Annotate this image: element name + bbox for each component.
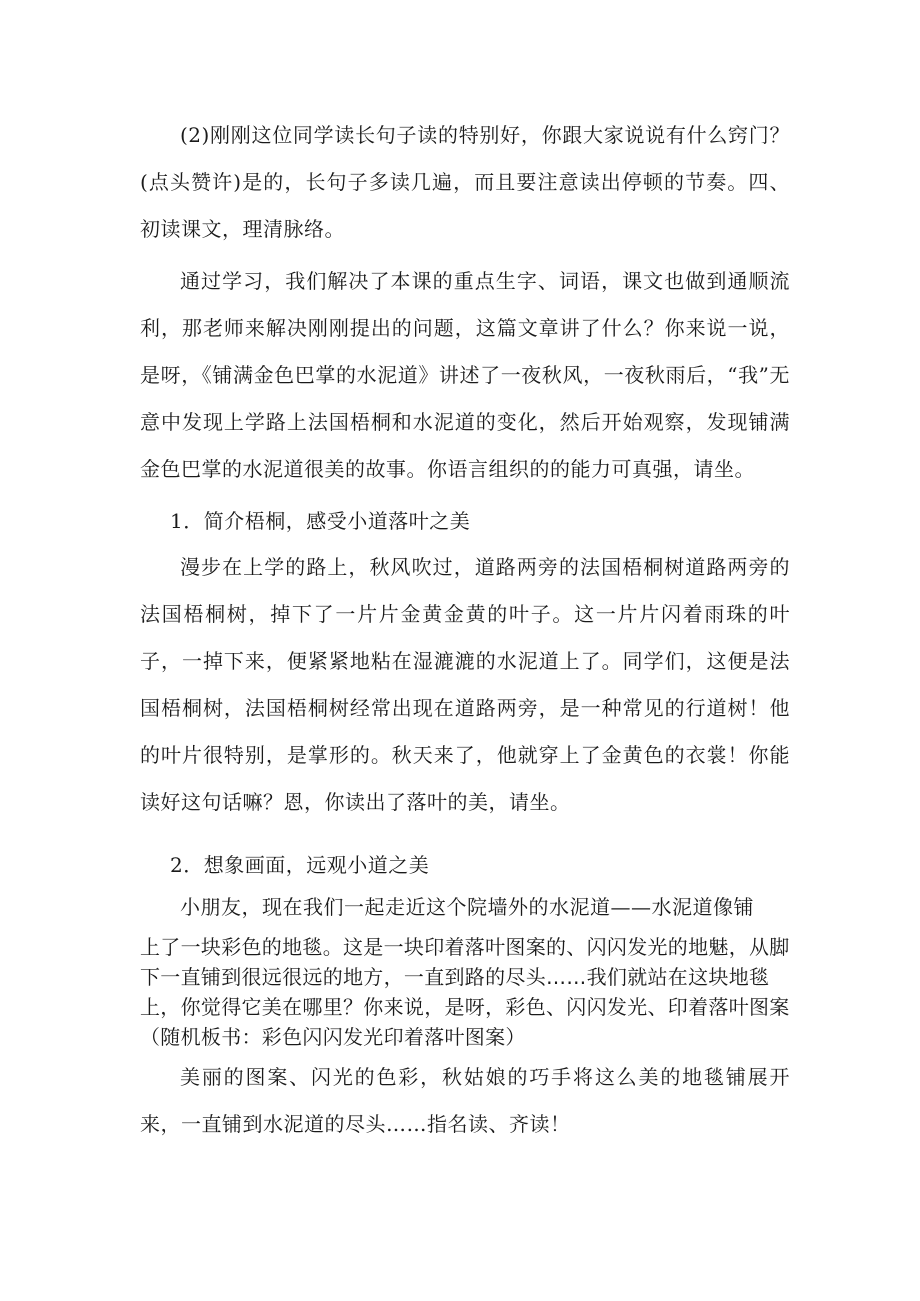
paragraph-reading-aloud: 美丽的图案、闪光的色彩，秋姑娘的巧手将这么美的地毯铺展开来，一直铺到水泥道的尽头……指名读、齐读！ [140,1065,790,1136]
section-heading-1: 1．简介梧桐，感受小道落叶之美 [170,509,471,533]
paragraph-carpet-intro: 小朋友，现在我们一起走近这个院墙外的水泥道——水泥道像铺 [180,895,754,919]
paragraph-reading-tips: (2)刚刚这位同学读长句子读的特别好，你跟大家说说有什么窍门？(点头赞许)是的，长句子多读几遍，而且要注意读出停顿的节奏。四、初读课文，理清脉络。 [140,123,790,241]
section-heading-2: 2．想象画面，远观小道之美 [170,853,430,877]
paragraph-wutong-intro: 漫步在上学的路上，秋风吹过，道路两旁的法国梧桐树道路两旁的法国梧桐树，掉下了一片片金黄金黄的叶子。这一片片闪着雨珠的叶子，一掉下来，便紧紧地粘在湿漉漉的水泥道上了。同学们，这便是法国梧桐树，法国梧桐树经常出现在道路两旁，是一种常见的行道树！他的叶片很特别，是掌形的。秋天来了，他就穿上了金黄色的衣裳！你能读好这句话嘛？恩，你读出了落叶的美，请坐。 [140,555,790,814]
paragraph-carpet-description: 上了一块彩色的地毯。这是一块印着落叶图案的、闪闪发光的地魅，从脚下一直铺到很远很远的地方，一直到路的尽头……我们就站在这块地毯上，你觉得它美在哪里？你来说，是呀，彩色、闪闪发光、印着落叶图案（随机板书：彩色闪闪发光印着落叶图案） [140,935,790,1049]
paragraph-text-summary: 通过学习，我们解决了本课的重点生字、词语，课文也做到通顺流利，那老师来解决刚刚提出的问题，这篇文章讲了什么？你来说一说，是呀，《铺满金色巴掌的水泥道》讲述了一夜秋风，一夜秋雨后，“我”无意中发现上学路上法国梧桐和水泥道的变化，然后开始观察，发现铺满金色巴掌的水泥道很美的故事。你语言组织的的能力可真强，请坐。 [140,269,790,481]
